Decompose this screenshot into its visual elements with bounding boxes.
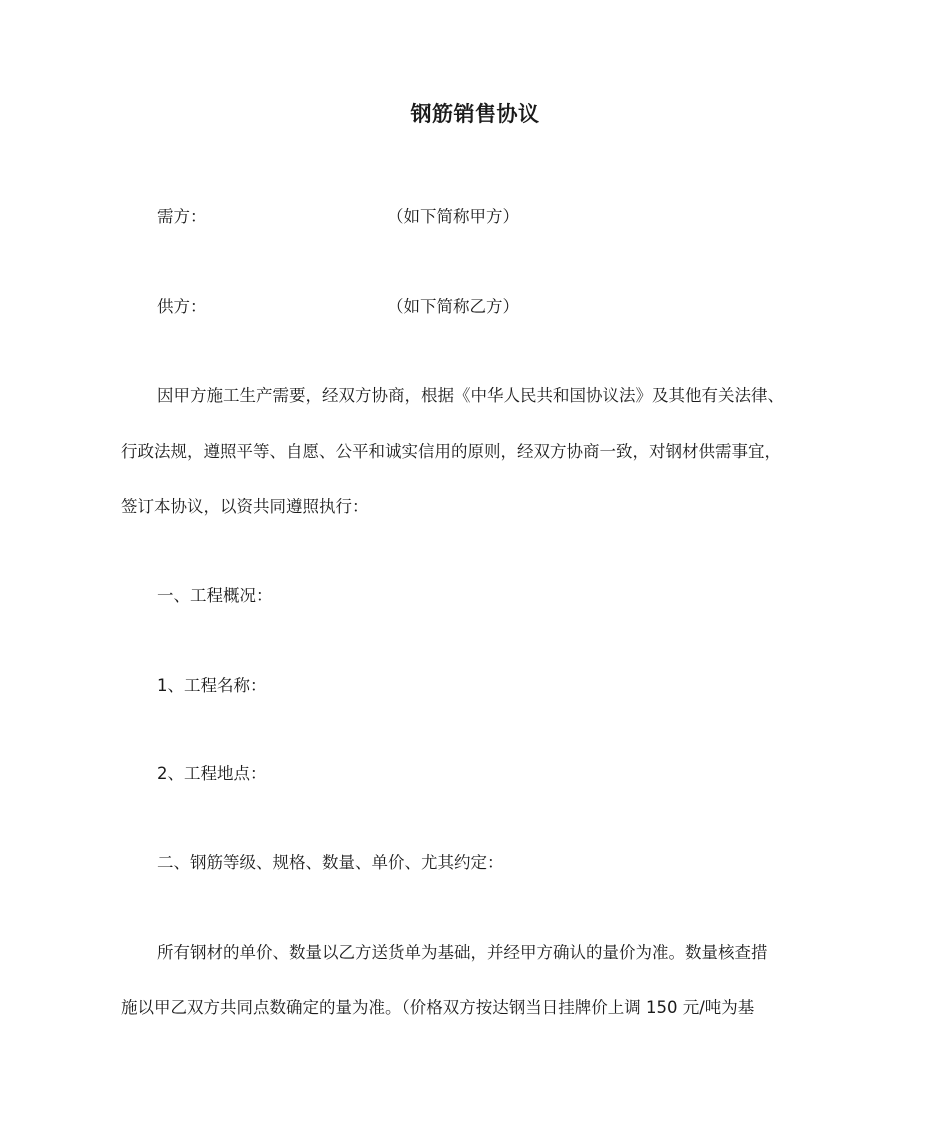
seller-label: 供方： (157, 297, 207, 316)
intro-paragraph-line: 行政法规，遵照平等、自愿、公平和诚实信用的原则，经双方协商一致，对钢材供需事宜， (121, 442, 781, 461)
project-name-item: 1、工程名称： (157, 676, 267, 695)
project-location-item: 2、工程地点： (157, 764, 267, 783)
buyer-label: 需方： (157, 207, 207, 226)
document-title: 钢筋销售协议 (410, 102, 540, 126)
section2-paragraph-line: 施以甲乙双方共同点数确定的量为准。（价格双方按达钢当日挂牌价上调 150 元/吨为基 (121, 998, 755, 1017)
seller-note: （如下简称乙方） (387, 297, 519, 316)
section-heading-project-overview: 一、工程概况： (157, 586, 273, 605)
section2-paragraph-line: 所有钢材的单价、数量以乙方送货单为基础，并经甲方确认的量价为准。数量核查措 (157, 943, 768, 962)
section-heading-rebar-terms: 二、钢筋等级、规格、数量、单价、尤其约定： (157, 853, 504, 872)
buyer-note: （如下简称甲方） (387, 207, 519, 226)
intro-paragraph-line: 签订本协议，以资共同遵照执行： (121, 497, 369, 516)
intro-paragraph-line: 因甲方施工生产需要，经双方协商，根据《中华人民共和国协议法》及其他有关法律、 (157, 386, 784, 405)
